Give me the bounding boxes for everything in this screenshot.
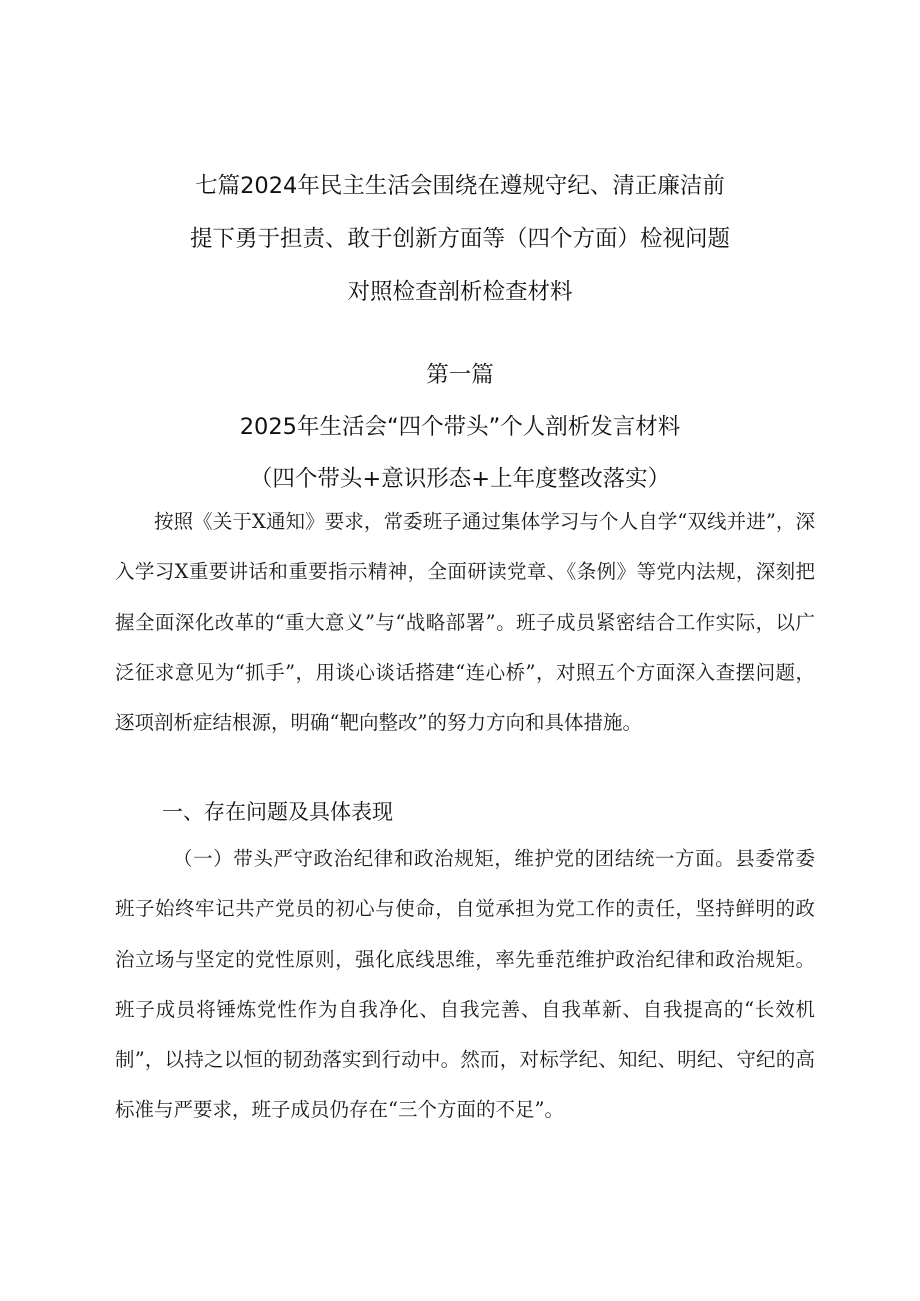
part-label: 第一篇 (426, 362, 494, 388)
title-line-3: 对照检查剖析检查材料 (347, 279, 573, 305)
section-paragraph: （一）带头严守政治纪律和政治规矩，维护党的团结统一方面。县委常委班子始终牢记共产党员的初心与使命，自觉承担为党工作的责任，坚持鲜明的政治立场与坚定的党性原则，强化底线思维，率先垂范维护政治纪律和政治规矩。班子成员将锤炼党性作为自我净化、自我完善、自我革新、自我提高的“长效机制”，以持之以恒的韧劲落实到行动中。然而，对标学纪、知纪、明纪、守纪的高标准与严要求，班子成员仍存在“三个方面的不足”。 (115, 847, 815, 1122)
intro-paragraph: 按照《关于X通知》要求，常委班子通过集体学习与个人自学“双线并进”，深入学习X重要讲话和重要指示精神，全面研读党章、《条例》等党内法规，深刻把握全面深化改革的“重大意义”与“战略部署”。班子成员紧密结合工作实际，以广泛征求意见为“抓手”，用谈心谈话搭建“连心桥”，对照五个方面深入查摆问题，逐项剖析症结根源，明确“靶向整改”的努力方向和具体措施。 (115, 510, 815, 735)
part-title: 2025年生活会“四个带头”个人剖析发言材料 (239, 414, 681, 440)
title-line-1: 七篇2024年民主生活会围绕在遵规守纪、清正廉洁前 (195, 173, 725, 199)
section-heading: 一、存在问题及具体表现 (162, 800, 393, 824)
part-header (0, 349, 920, 505)
title-line-2: 提下勇于担责、敢于创新方面等（四个方面）检视问题 (189, 226, 730, 252)
document-title (0, 160, 920, 319)
part-subtitle: （四个带头+意识形态+上年度整改落实） (249, 466, 671, 492)
